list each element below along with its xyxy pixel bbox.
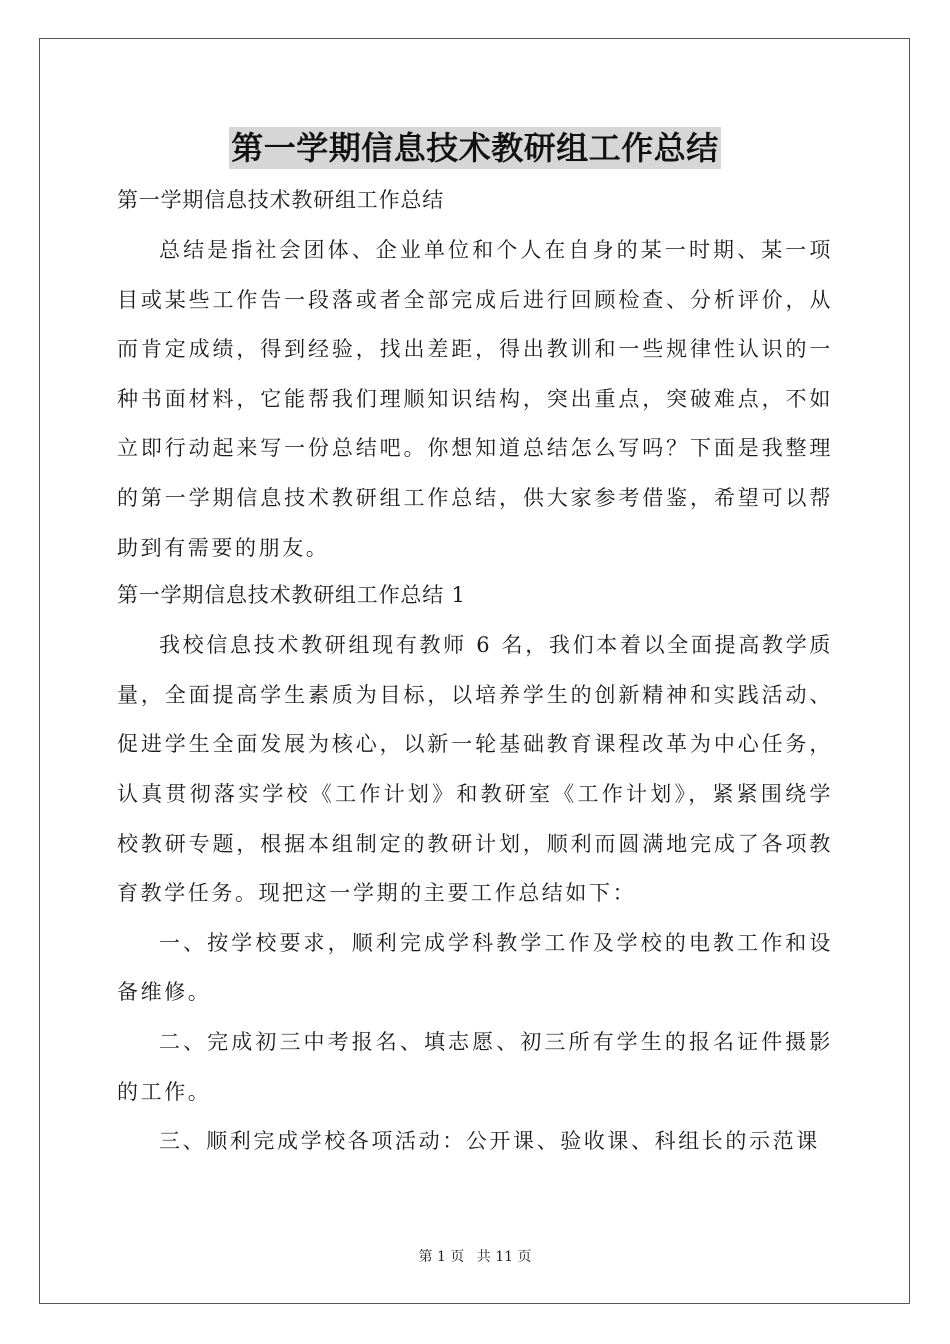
body-paragraph: 一、按学校要求，顺利完成学科教学工作及学校的电教工作和设备维修。 bbox=[117, 930, 833, 1005]
title-container bbox=[0, 127, 950, 169]
document-subtitle: 第一学期信息技术教研组工作总结 bbox=[117, 188, 444, 212]
document-title: 第一学期信息技术教研组工作总结 bbox=[231, 129, 719, 167]
page-total: 共 11 页 bbox=[476, 1249, 532, 1265]
intro-paragraph: 总结是指社会团体、企业单位和个人在自身的某一时期、某一项目或某些工作告一段落或者全部完成后进行回顾检查、分析评价，从而肯定成绩，得到经验，找出差距，得出教训和一些规律性认识的一种书面材料，它能帮我们理顺知识结构，突出重点，突破难点，不如立即行动起来写一份总结吧。你想知道总结怎么写吗？下面是我整理的第一学期信息技术教研组工作总结，供大家参考借鉴，希望可以帮助到有需要的朋友。 bbox=[117, 238, 833, 560]
body-paragraph: 我校信息技术教研组现有教师 6 名，我们本着以全面提高教学质量，全面提高学生素质为目标，以培养学生的创新精神和实践活动、促进学生全面发展为核心，以新一轮基础教育课程改革为中心任务，认真贯彻落实学校《工作计划》和教研室《工作计划》，紧紧围绕学校教研专题，根据本组制定的教研计划，顺利而圆满地完成了各项教育教学任务。现把这一学期的主要工作总结如下： bbox=[117, 633, 833, 906]
section-heading: 第一学期信息技术教研组工作总结 1 bbox=[117, 583, 466, 608]
page-number: 第 1 页 bbox=[418, 1249, 465, 1265]
body-paragraph: 二、完成初三中考报名、填志愿、初三所有学生的报名证件摄影的工作。 bbox=[117, 1029, 833, 1104]
document-body bbox=[117, 178, 833, 1167]
page-footer bbox=[0, 1247, 950, 1267]
body-paragraph: 三、顺利完成学校各项活动：公开课、验收课、科组长的示范课 bbox=[159, 1129, 820, 1154]
